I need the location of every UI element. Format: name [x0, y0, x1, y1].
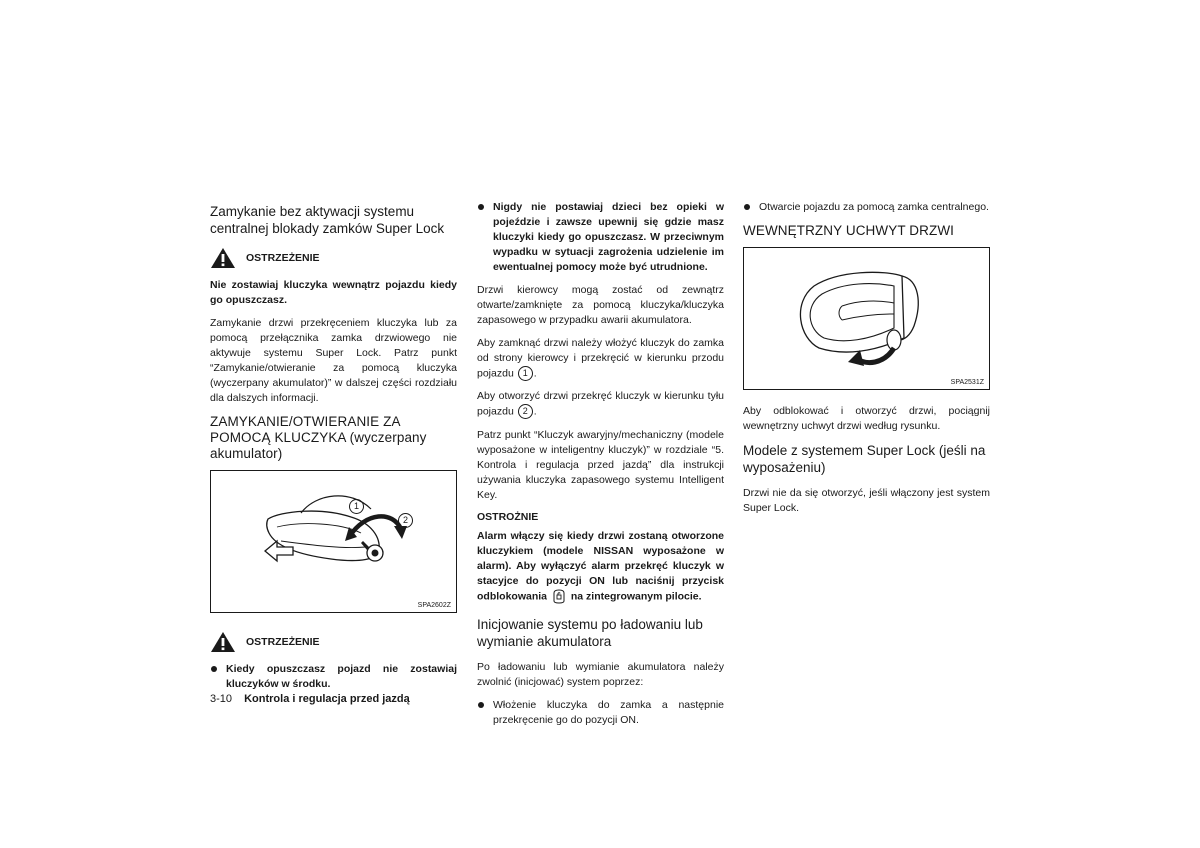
paragraph: Drzwi nie da się otworzyć, jeśli włączony jest system Super Lock. [743, 487, 990, 514]
chapter-title: Kontrola i regulacja przed jazdą [244, 693, 410, 705]
column-middle [477, 200, 724, 736]
page-footer [210, 693, 410, 705]
bullet-icon [477, 698, 493, 728]
warning-label: OSTRZEŻENIE [246, 636, 320, 648]
bullet-text: Włożenie kluczyka do zamka a następnie przekręcenie go do pozycji ON. [493, 698, 724, 726]
bullet-item [210, 662, 457, 692]
paragraph [477, 336, 724, 381]
warning-block-2 [210, 631, 457, 653]
bullet-text: Kiedy opuszczasz pojazd nie zostawiaj kluczyków w środku. [226, 663, 457, 690]
door-handle-key-illustration [211, 471, 456, 612]
page-number: 3-10 [210, 693, 233, 705]
paragraph-text: . [533, 405, 537, 418]
paragraph-text: Aby zamknąć drzwi należy włożyć kluczyk do zamka od strony kierowcy i przekręcić w kierunku przodu pojazdu [477, 337, 724, 380]
section-heading-key-lock: ZAMYKANIE/OTWIERANIE ZA POMOCĄ KLUCZYKA (wyczerpany akumulator) [210, 414, 427, 461]
warning-text: Nie zostawiaj kluczyka wewnątrz pojazdu kiedy go opuszczasz. [210, 279, 457, 306]
caution-text-part: Alarm włączy się kiedy drzwi zostaną otworzone kluczykiem (modele NISSAN wyposażone w alarm). Aby wyłączyć alarm przekręć kluczyk w stacyjce do pozycji ON lub naciśnij przycisk odblokowania [477, 529, 724, 602]
warning-triangle-icon [210, 631, 236, 653]
caution-text [477, 529, 724, 604]
figure-label-1: 1 [349, 499, 364, 514]
paragraph-text: . [533, 367, 537, 380]
caution-text-part: na zintegrowanym pilocie. [570, 589, 702, 602]
bullet-item [477, 698, 724, 728]
warning-block-1 [210, 247, 457, 269]
figure-inner-handle [743, 247, 990, 390]
paragraph: Zamykanie drzwi przekręceniem kluczyka lub za pomocą przełącznika zamka drzwiowego nie aktywuje systemu Super Lock. Patrz punkt “Zamykanie/otwieranie za pomocą kluczyka (wyczerpany akumulator)” w dalszej części rozdziału dla dalszych informacji. [210, 317, 457, 404]
warning-label: OSTRZEŻENIE [246, 252, 320, 264]
figure-code: SPA2602Z [417, 602, 451, 609]
position-2-badge: 2 [518, 404, 533, 419]
bullet-icon [743, 200, 759, 215]
warning-triangle-icon [210, 247, 236, 269]
bullet-icon [477, 200, 493, 275]
paragraph: Po ładowaniu lub wymianie akumulatora należy zwolnić (inicjować) system poprzez: [477, 660, 724, 688]
inner-door-handle-illustration [744, 248, 989, 389]
position-1-badge: 1 [518, 366, 533, 381]
paragraph: Aby odblokować i otworzyć drzwi, pociągnij wewnętrzny uchwyt drzwi według rysunku. [743, 405, 990, 432]
bullet-text: Nigdy nie postawiaj dzieci bez opieki w pojeździe i zawsze upewnij się gdzie masz kluczyki kiedy go opuszczasz. W przeciwnym wypadku w sytuacji zagrożenia udzielenie im ewentualnej pomocy może być utrudnione. [493, 201, 724, 273]
paragraph: Drzwi kierowcy mogą zostać od zewnątrz otwarte/zamknięte za pomocą kluczyka/kluczyka zapasowego w przypadku awarii akumulatora. [477, 284, 724, 326]
heading-super-lock-models: Modele z systemem Super Lock (jeśli na wyposażeniu) [743, 443, 986, 475]
paragraph: Patrz punkt “Kluczyk awaryjny/mechaniczny (modele wyposażone w inteligentny kluczyk)” w rozdziale “5. Kontrola i regulacja przed jazdą” dla instrukcji używania kluczyka zapasowego systemu Intelligent Key. [477, 428, 724, 501]
figure-code: SPA2531Z [950, 379, 984, 386]
figure-label-2: 2 [398, 513, 413, 528]
column-right [743, 200, 990, 524]
column-left [210, 200, 457, 700]
paragraph-text: Aby otworzyć drzwi przekręć kluczyk w kierunku tyłu pojazdu [477, 390, 724, 418]
bullet-text: Otwarcie pojazdu za pomocą zamka centralnego. [759, 201, 989, 213]
caution-label: OSTROŻNIE [477, 510, 539, 523]
figure-door-key-lock [210, 470, 457, 613]
bullet-item [477, 200, 724, 275]
paragraph [477, 389, 724, 419]
unlock-button-icon [552, 589, 566, 604]
bullet-icon [210, 662, 226, 692]
heading-battery-init: Inicjowanie systemu po ładowaniu lub wymianie akumulatora [477, 616, 703, 649]
bullet-item [743, 200, 990, 215]
heading-super-lock: Zamykanie bez aktywacji systemu centralnej blokady zamków Super Lock [210, 204, 445, 236]
section-heading-inner-handle: WEWNĘTRZNY UCHWYT DRZWI [743, 223, 955, 238]
